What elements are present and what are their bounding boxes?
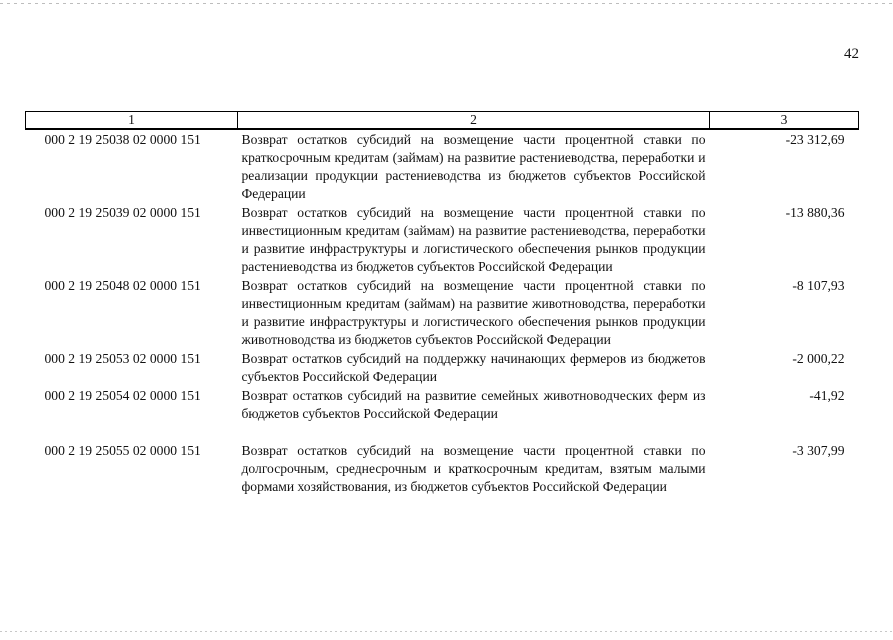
amount-cell: -8 107,93 — [792, 278, 845, 293]
scan-edge-top — [0, 3, 893, 4]
table-row — [26, 276, 859, 349]
amount-cell: -13 880,36 — [785, 205, 845, 220]
budget-code-cell: 000 2 19 25038 02 0000 151 — [44, 132, 201, 147]
table-row — [26, 129, 859, 203]
budget-code-cell: 000 2 19 25054 02 0000 151 — [44, 388, 201, 403]
amount-cell: -3 307,99 — [792, 443, 845, 458]
table-row — [26, 386, 859, 423]
amount-cell: -2 000,22 — [792, 351, 845, 366]
description-cell: Возврат остатков субсидий на возмещение части процентной ставки по инвестиционным кредитам (займам) на развитие растениеводства, переработки и развитие инфраструктуры и логистического обеспечения рынков продукции растениеводства из бюджетов субъектов Российской Федерации — [241, 205, 706, 274]
budget-code-cell: 000 2 19 25055 02 0000 151 — [44, 443, 201, 458]
description-cell: Возврат остатков субсидий на возмещение части процентной ставки по долгосрочным, среднесрочным и краткосрочным кредитам, взятым малыми формами хозяйствования, из бюджетов субъектов Российской Федерации — [241, 443, 706, 494]
table-row — [26, 203, 859, 276]
description-cell: Возврат остатков субсидий на возмещение части процентной ставки по инвестиционным кредитам (займам) на развитие животноводства, переработки и развитие инфраструктуры и логистического обеспечения рынков продукции животноводства из бюджетов субъектов Российской Федерации — [241, 278, 706, 347]
budget-code-cell: 000 2 19 25039 02 0000 151 — [44, 205, 201, 220]
description-cell: Возврат остатков субсидий на возмещение части процентной ставки по краткосрочным кредитам (займам) на развитие растениеводства, переработки и реализации продукции растениеводства из бюджетов субъектов Российской Федерации — [241, 132, 706, 201]
amount-cell: -23 312,69 — [785, 132, 845, 147]
table-row — [26, 423, 859, 496]
budget-code-cell: 000 2 19 25053 02 0000 151 — [44, 351, 201, 366]
table-row — [26, 349, 859, 386]
description-cell: Возврат остатков субсидий на развитие семейных животноводческих ферм из бюджетов субъектов Российской Федерации — [241, 388, 706, 421]
scan-edge-bottom — [0, 631, 893, 632]
page-number: 42 — [844, 46, 859, 62]
column-header-code: 1 — [26, 112, 238, 130]
amount-cell: -41,92 — [809, 388, 845, 403]
budget-table — [25, 111, 859, 496]
table-header-row — [26, 112, 859, 130]
description-cell: Возврат остатков субсидий на поддержку начинающих фермеров из бюджетов субъектов Российской Федерации — [241, 351, 706, 384]
column-header-amount: 3 — [710, 112, 859, 130]
column-header-description: 2 — [238, 112, 710, 130]
budget-code-cell: 000 2 19 25048 02 0000 151 — [44, 278, 201, 293]
